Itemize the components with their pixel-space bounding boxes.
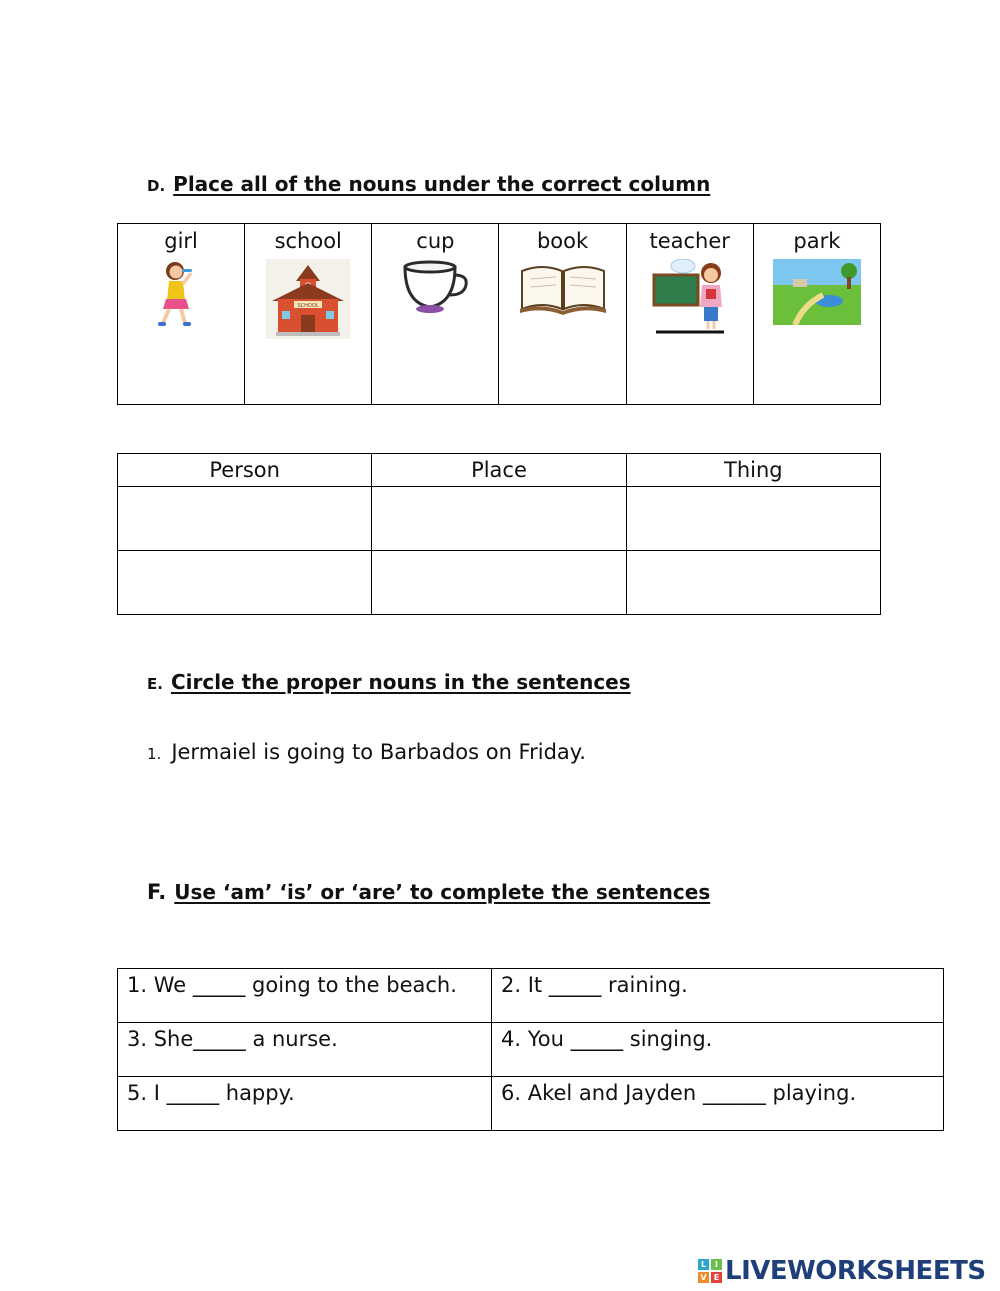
- teacher-icon: [652, 259, 728, 335]
- fill-sentence-1[interactable]: 1. We _____ going to the beach.: [118, 969, 492, 1023]
- logo-block-letter: L: [698, 1259, 709, 1270]
- noun-cell-cup[interactable]: [372, 224, 499, 405]
- logo-blocks-icon: [698, 1259, 722, 1283]
- fill-sentence-4[interactable]: 4. You _____ singing.: [492, 1023, 944, 1077]
- person-drop-cell[interactable]: [118, 487, 372, 551]
- park-icon: [773, 259, 861, 325]
- noun-word: cup: [416, 229, 455, 253]
- noun-word: school: [274, 229, 342, 253]
- noun-cell-teacher[interactable]: [626, 224, 753, 405]
- liveworksheets-logo: [698, 1256, 986, 1286]
- school-sign: SCHOOL: [297, 303, 319, 309]
- noun-cell-girl[interactable]: [118, 224, 245, 405]
- section-f-heading: [147, 880, 710, 904]
- place-drop-cell[interactable]: [372, 487, 626, 551]
- noun-cell-book[interactable]: [499, 224, 626, 405]
- fill-sentence-6[interactable]: 6. Akel and Jayden ______ playing.: [492, 1077, 944, 1131]
- section-e-heading: [147, 670, 631, 694]
- place-drop-cell[interactable]: [372, 551, 626, 615]
- logo-block-letter: V: [698, 1272, 709, 1283]
- school-icon: [266, 259, 350, 339]
- sentence-text[interactable]: Jermaiel is going to Barbados on Friday.: [171, 740, 586, 764]
- sentence-number: 1.: [147, 745, 162, 763]
- category-header-thing: Thing: [626, 454, 880, 487]
- thing-drop-cell[interactable]: [626, 551, 880, 615]
- noun-word: park: [793, 229, 841, 253]
- fill-sentence-3[interactable]: 3. She_____ a nurse.: [118, 1023, 492, 1077]
- noun-word: girl: [164, 229, 198, 253]
- logo-block-letter: I: [711, 1259, 722, 1270]
- thing-drop-cell[interactable]: [626, 487, 880, 551]
- fill-sentence-2[interactable]: 2. It _____ raining.: [492, 969, 944, 1023]
- category-table: [117, 453, 881, 615]
- proper-noun-sentence[interactable]: [147, 740, 586, 764]
- section-d-title: Place all of the nouns under the correct column: [173, 172, 711, 196]
- category-header-person: Person: [118, 454, 372, 487]
- logo-wordmark: LIVEWORKSHEETS: [725, 1256, 986, 1286]
- girl-icon: [151, 259, 211, 333]
- section-e-title: Circle the proper nouns in the sentences: [170, 670, 631, 694]
- section-d-letter: D.: [147, 177, 166, 195]
- section-e-letter: E.: [147, 675, 163, 693]
- category-header-place: Place: [372, 454, 626, 487]
- noun-cell-school[interactable]: [245, 224, 372, 405]
- noun-word: teacher: [649, 229, 730, 253]
- noun-word: book: [536, 229, 589, 253]
- section-f-title: Use ‘am’ ‘is’ or ‘are’ to complete the sentences: [174, 880, 711, 904]
- person-drop-cell[interactable]: [118, 551, 372, 615]
- book-icon: [518, 259, 608, 315]
- section-f-letter: F.: [147, 880, 167, 904]
- noun-cell-park[interactable]: [753, 224, 880, 405]
- section-d-heading: [147, 172, 710, 196]
- fill-sentence-5[interactable]: 5. I _____ happy.: [118, 1077, 492, 1131]
- fill-in-table: [117, 968, 944, 1131]
- cup-icon: [400, 259, 470, 315]
- logo-block-letter: E: [711, 1272, 722, 1283]
- nouns-table: [117, 223, 881, 405]
